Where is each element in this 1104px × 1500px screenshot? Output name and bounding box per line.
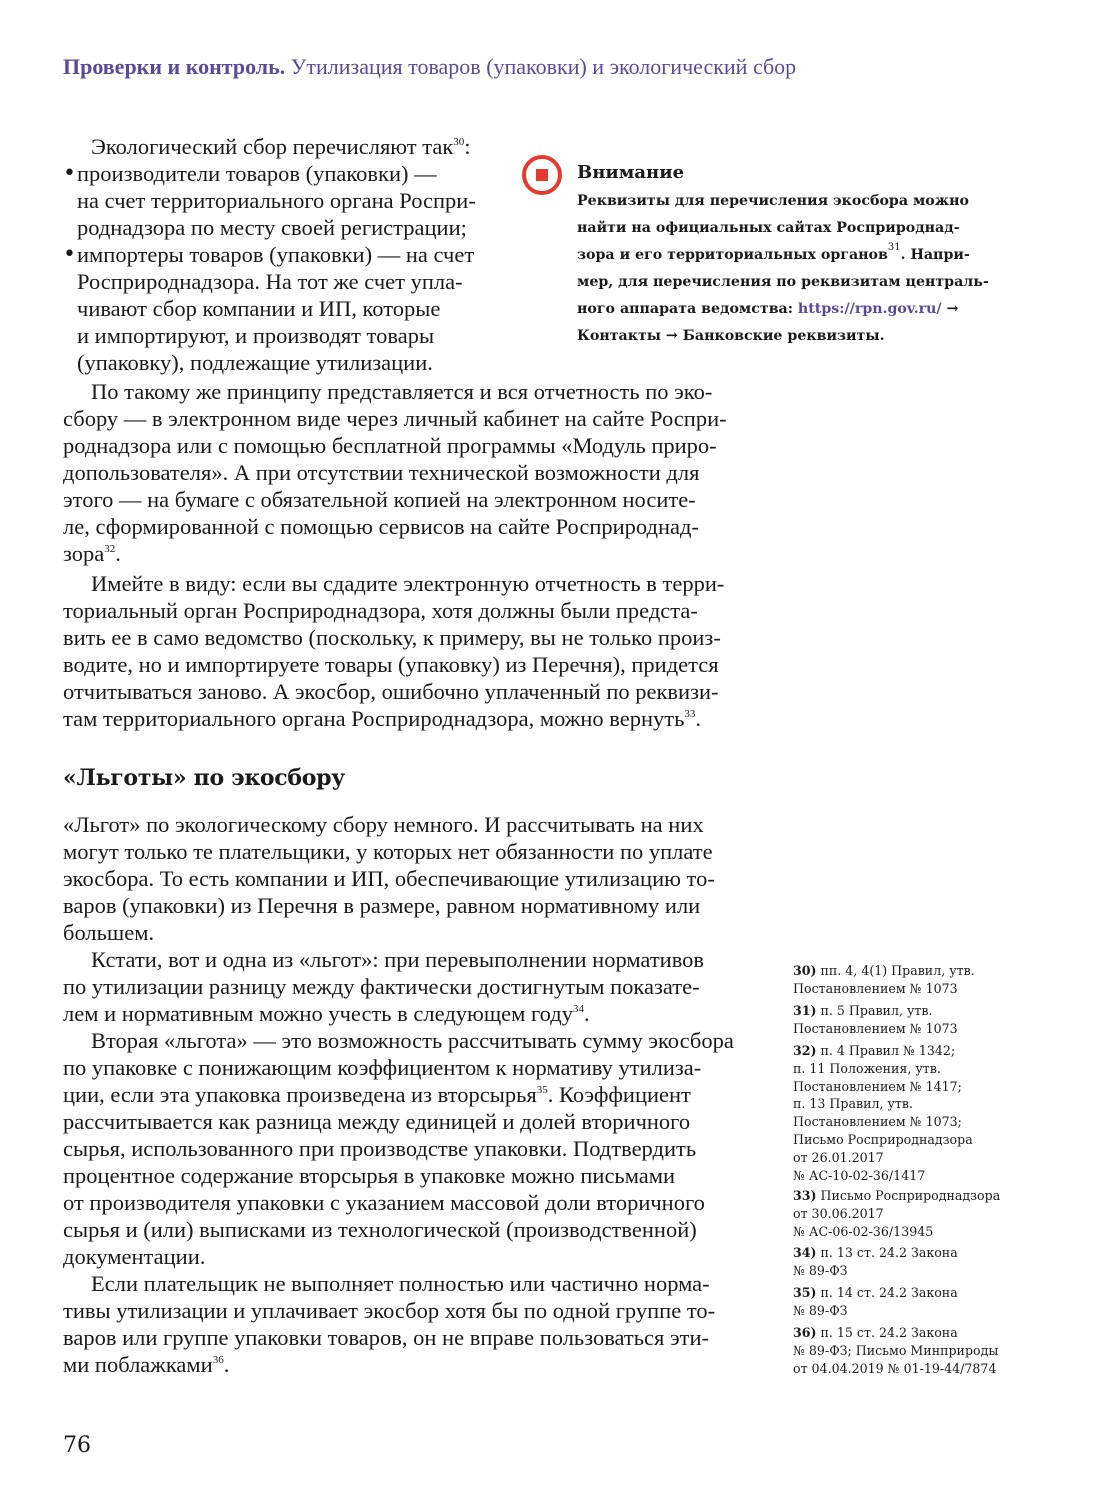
p2-line-2: ториальный орган Росприроднадзора, хотя должны были предста- <box>63 598 698 623</box>
footnote-number: 30) <box>793 963 817 978</box>
p3-line-4: варов (упаковки) из Перечня в размере, равном нормативному или <box>63 893 701 918</box>
p2-line-4: водите, но и импортируете товары (упаковку) из Перечня), придется <box>63 652 719 677</box>
p1-line-6: ле, сформированной с помощью сервисов на сайте Росприроднад- <box>63 514 699 539</box>
callout-line-6: Контакты → Банковские реквизиты. <box>577 328 885 344</box>
footnote-number: 35) <box>793 1285 817 1300</box>
footnote-text: Постановлением № 1073 <box>793 1020 958 1036</box>
p3-line-2: могут только те плательщики, у которых нет обязанности по уплате <box>63 839 713 864</box>
footnote-text: Постановлением № 1073; <box>793 1114 962 1130</box>
footnote-33 <box>793 1187 1033 1240</box>
callout-line-3-end: . Напри- <box>900 247 970 263</box>
bullet-2-line-3: чивают сбор компании и ИП, которые <box>77 296 441 321</box>
footnote-text: № 89-ФЗ <box>793 1262 848 1278</box>
section-heading: «Льготы» по экосбору <box>63 765 345 791</box>
p2-line-3: вить ее в само ведомство (поскольку, к примеру, вы не только произ- <box>63 625 721 650</box>
footnote-text: Постановлением № 1073 <box>793 980 958 996</box>
intro-lead-text: Экологический сбор перечисляют так <box>91 134 454 159</box>
running-header-section: Проверки и контроль. <box>63 54 286 79</box>
footnote-text: Письмо Росприроднадзора <box>820 1188 1001 1203</box>
footnote-number: 32) <box>793 1043 817 1058</box>
callout-line-4: мер, для перечисления по реквизитам централь- <box>577 274 989 290</box>
footnote-34 <box>793 1244 1033 1280</box>
callout-line-2: найти на официальных сайтах Росприроднад- <box>577 220 960 236</box>
bullet-2-line-2: Росприроднадзора. На тот же счет упла- <box>77 269 463 294</box>
footnote-text: п. 14 ст. 24.2 Закона <box>820 1285 958 1300</box>
p1-line-7-text: зора <box>63 541 105 566</box>
footnote-text: от 30.06.2017 <box>793 1205 884 1221</box>
running-header <box>63 54 796 80</box>
footnote-text: п. 13 ст. 24.2 Закона <box>820 1245 958 1260</box>
p4-line-3-text: лем и нормативным можно учесть в следующем году <box>63 1001 573 1026</box>
footnote-text: п. 15 ст. 24.2 Закона <box>820 1325 958 1340</box>
p1-line-1: По такому же принципу представляется и вся отчетность по эко- <box>91 379 713 404</box>
footnote-text: № 89-ФЗ <box>793 1302 848 1318</box>
p5-line-7: от производителя упаковки с указанием массовой доли вторичного <box>63 1190 705 1215</box>
p3-line-3: экосбора. То есть компании и ИП, обеспечивающие утилизацию то- <box>63 866 715 891</box>
p6-line-4-text: ми поблажками <box>63 1352 213 1377</box>
p1-line-3: роднадзора или с помощью бесплатной программы «Модуль приро- <box>63 433 717 458</box>
p6-line-3: варов или группе упаковки товаров, он не вправе пользоваться эти- <box>63 1325 710 1350</box>
p6-line-2: тивы утилизации и уплачивает экосбор хотя бы по одной группе то- <box>63 1298 716 1323</box>
bullet-2-line-5: (упаковку), подлежащие утилизации. <box>77 350 433 375</box>
callout-line-3 <box>577 242 970 269</box>
bullet-2-line-1: импортеры товаров (упаковки) — на счет <box>77 242 475 267</box>
p2-line-6-text: там территориального органа Росприроднадзора, можно вернуть <box>63 706 685 731</box>
p6-line-1: Если плательщик не выполняет полностью или частично норма- <box>91 1271 710 1296</box>
bullet-1-line-3: роднадзора по месту своей регистрации; <box>77 215 467 240</box>
p5-line-1: Вторая «льгота» — это возможность рассчитывать сумму экосбора <box>91 1028 734 1053</box>
intro-lead-colon: : <box>464 134 471 159</box>
p1-line-4: допользователя». А при отсутствии технической возможности для <box>63 460 700 485</box>
p2-line-6: там территориального органа Росприроднадзора, можно вернуть$^{33}$. <box>63 706 702 731</box>
p2-line-1: Имейте в виду: если вы сдадите электронную отчетность в терри- <box>91 571 725 596</box>
bullet-2-line-4: и импортируют, и производят товары <box>77 323 435 348</box>
footnote-text: пп. 4, 4(1) Правил, утв. <box>820 963 975 978</box>
footnote-ref-34[interactable]: 34 <box>572 1003 584 1015</box>
footnote-number: 31) <box>793 1003 817 1018</box>
footnote-text: № АС-06-02-36/13945 <box>793 1223 934 1239</box>
footnote-text: п. 11 Положения, утв. <box>793 1060 941 1076</box>
footnote-30 <box>793 962 1033 998</box>
footnote-text: п. 5 Правил, утв. <box>820 1003 933 1018</box>
p1-line-7: зора$^{32}$. <box>63 541 121 566</box>
callout-line-3-text: зора и его территориальных органов <box>577 247 888 263</box>
p3-line-5: большем. <box>63 920 155 945</box>
callout-line-1: Реквизиты для перечисления экосбора можно <box>577 193 969 209</box>
footnote-ref-36[interactable]: 36 <box>212 1354 224 1366</box>
footnote-32 <box>793 1042 1033 1184</box>
footnote-ref-35[interactable]: 35 <box>536 1084 548 1096</box>
footnote-text: № 89-ФЗ; Письмо Минприроды <box>793 1342 999 1358</box>
p6-line-4: ми поблажками$^{36}$. <box>63 1352 230 1377</box>
footnote-text: Письмо Росприроднадзора <box>793 1131 973 1147</box>
p5-line-8: сырья и (или) выписками из технологической (производственной) <box>63 1217 697 1242</box>
p5-line-3-text: ции, если эта упаковка произведена из вторсырья <box>63 1082 537 1107</box>
p5-line-3 <box>63 1081 691 1108</box>
rpn-link[interactable]: https://rpn.gov.ru/ <box>797 301 942 317</box>
p4-line-2: по утилизации разницу между фактически достигнутым показате- <box>63 974 700 999</box>
footnote-ref-32[interactable]: 32 <box>104 543 116 555</box>
page-number: 76 <box>63 1433 91 1458</box>
intro-lead <box>91 133 471 160</box>
footnote-35 <box>793 1284 1033 1320</box>
p5-line-4: рассчитывается как разница между единицей и долей вторичного <box>63 1109 691 1134</box>
arrow-right-icon: → <box>941 301 959 317</box>
p1-line-2: сбору — в электронном виде через личный кабинет на сайте Роспри- <box>63 406 727 431</box>
stop-alert-icon <box>522 155 562 195</box>
callout-line-5 <box>577 296 958 323</box>
p4-line-1: Кстати, вот и одна из «льгот»: при перевыполнении нормативов <box>91 947 705 972</box>
running-header-title: Утилизация товаров (упаковки) и экологический сбор <box>285 54 797 79</box>
footnote-text: № АС-10-02-36/1417 <box>793 1167 926 1183</box>
p5-line-2: по упаковке с понижающим коэффициентом к нормативу утилиза- <box>63 1055 702 1080</box>
footnote-text: от 04.04.2019 № 01-19-44/7874 <box>793 1360 997 1376</box>
footnote-number: 34) <box>793 1245 817 1260</box>
bullet-1-line-1: производители товаров (упаковки) — <box>77 161 437 186</box>
p5-line-3-end: . Коэффициент <box>547 1082 691 1107</box>
footnote-text: п. 13 Правил, утв. <box>793 1096 913 1112</box>
footnote-text: от 26.01.2017 <box>793 1149 884 1165</box>
p2-line-5: отчитываться заново. А экосбор, ошибочно уплаченный по реквизи- <box>63 679 719 704</box>
footnote-ref-30[interactable]: 30 <box>453 136 465 148</box>
bullet-icon: • <box>63 161 76 186</box>
footnote-text: п. 4 Правил № 1342; <box>820 1043 956 1058</box>
footnote-36 <box>793 1324 1033 1377</box>
p3-line-1: «Льгот» по экологическому сбору немного. И рассчитывать на них <box>63 812 704 837</box>
p5-line-9: документации. <box>63 1244 206 1269</box>
footnote-number: 33) <box>793 1188 817 1203</box>
footnote-31 <box>793 1002 1033 1038</box>
callout-title: Внимание <box>577 162 685 183</box>
footnote-ref-31[interactable]: 31 <box>887 242 901 253</box>
p5-line-6: процентное содержание вторсырья в упаковке можно письмами <box>63 1163 676 1188</box>
p1-line-5: этого — на бумаге с обязательной копией на электронном носите- <box>63 487 696 512</box>
footnote-text: Постановлением № 1417; <box>793 1078 962 1094</box>
footnote-number: 36) <box>793 1325 817 1340</box>
callout-line-5-text: ного аппарата ведомства: <box>577 301 798 317</box>
p4-line-3: лем и нормативным можно учесть в следующем году$^{34}$. <box>63 1001 590 1026</box>
p5-line-5: сырья, использованного при производстве упаковки. Подтвердить <box>63 1136 697 1161</box>
footnote-ref-33[interactable]: 33 <box>684 708 696 720</box>
bullet-icon: • <box>63 242 76 267</box>
bullet-1-line-2: на счет территориального органа Роспри- <box>77 188 476 213</box>
